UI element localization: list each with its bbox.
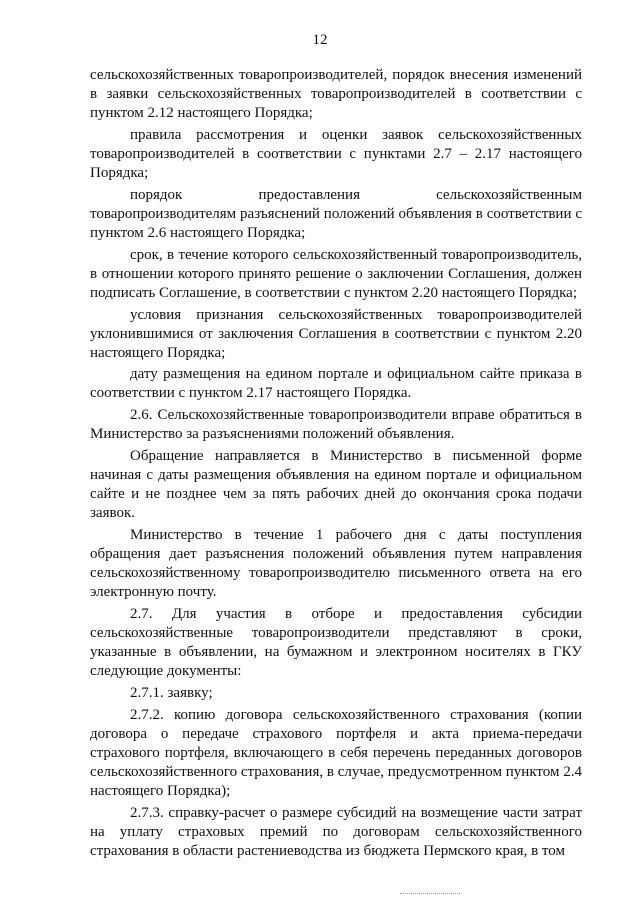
paragraph: 2.7.1. заявку; — [130, 684, 213, 701]
paragraph: 2.7.3. справку-расчет о размере субсидий на возмещение части затрат на уплату страховых премий по договорам сельскохозяйственного страхования в области растениеводства из бюджета Пермского края, в том — [90, 804, 582, 859]
paragraph: порядок предоставления сельскохозяйственным товаропроизводителям разъяснений положений объявления в соответствии с пунктом 2.6 настоящего Порядка; — [90, 186, 582, 241]
paragraph: 2.7. Для участия в отборе и предоставления субсидии сельскохозяйственные товаропроизводители представляют в сроки, указанные в объявлении, на бумажном и электронном носителях в ГКУ следующие документы: — [90, 605, 582, 680]
paragraph: сельскохозяйственных товаропроизводителей, порядок внесения изменений в заявки сельскохозяйственных товаропроизводителей в соответствии с пунктом 2.12 настоящего Порядка; — [90, 67, 582, 122]
paragraph: срок, в течение которого сельскохозяйственный товаропроизводитель, в отношении которого принято решение о заключении Соглашения, должен подписать Соглашение, в соответствии с пунктом 2.20 настоящего Порядка; — [90, 246, 582, 301]
paragraph: Обращение направляется в Министерство в письменной форме начиная с даты размещения объявления на едином портале и официальном сайте и не позднее чем за пять рабочих дней до окончания срока подачи заявок. — [90, 447, 582, 522]
document-body — [90, 66, 582, 863]
scan-artifact-line — [400, 893, 460, 895]
paragraph: 2.7.2. копию договора сельскохозяйственного страхования (копии договора о передаче страхового портфеля и акта приема-передачи страхового портфеля, включающего в себя перечень переданных договоров сельскохозяйственного страхования, в случае, предусмотренном пунктом 2.4 настоящего Порядка); — [90, 706, 582, 799]
page-number: 12 — [312, 32, 328, 48]
paragraph: дату размещения на едином портале и официальном сайте приказа в соответствии с пунктом 2.17 настоящего Порядка. — [90, 366, 582, 402]
paragraph: 2.6. Сельскохозяйственные товаропроизводители вправе обратиться в Министерство за разъяснениями положений объявления. — [90, 407, 582, 443]
paragraph: правила рассмотрения и оценки заявок сельскохозяйственных товаропроизводителей в соответствии с пунктами 2.7 – 2.17 настоящего Порядка; — [90, 126, 582, 182]
paragraph: условия признания сельскохозяйственных товаропроизводителей уклонившимися от заключения Соглашения в соответствии с пунктом 2.20 настоящего Порядка; — [90, 306, 582, 361]
paragraph: Министерство в течение 1 рабочего дня с даты поступления обращения дает разъяснения положений объявления путем направления сельскохозяйственному товаропроизводителю письменного ответа на его электронную почту. — [90, 526, 582, 601]
